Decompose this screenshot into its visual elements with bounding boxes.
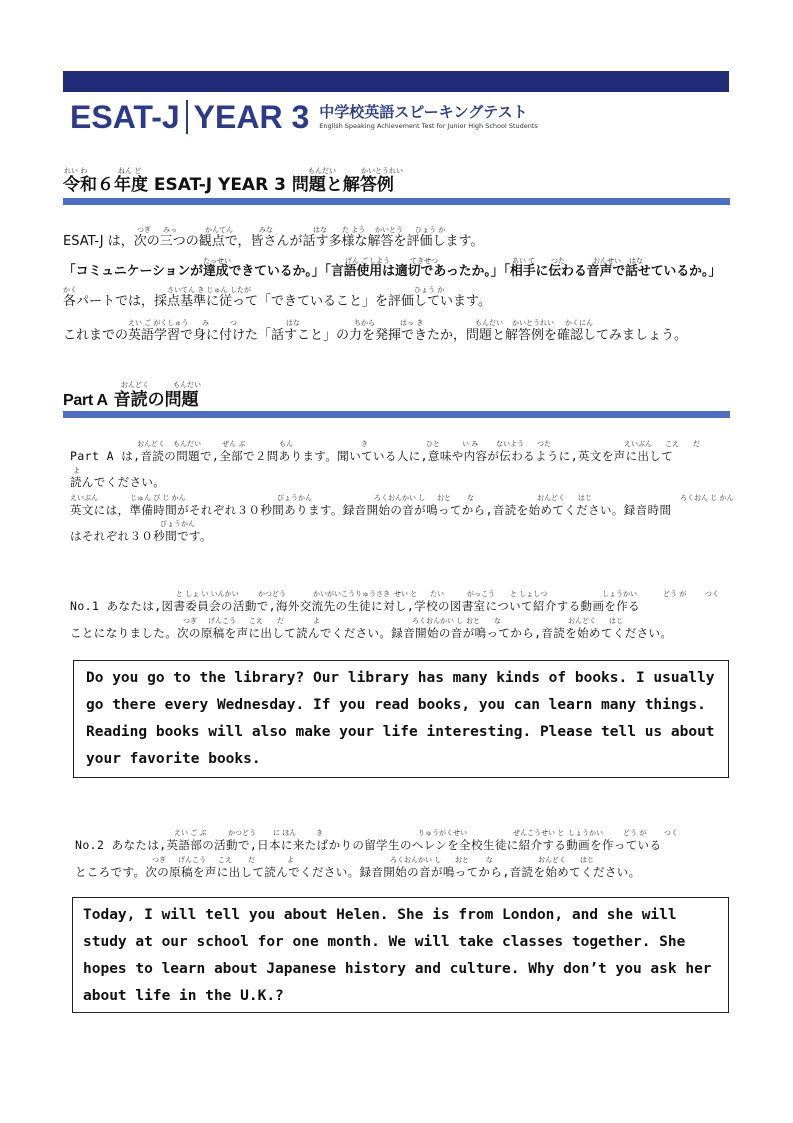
furigana: どう が bbox=[623, 829, 647, 837]
furigana: えい ご がくしゅう bbox=[128, 319, 189, 327]
furigana: こえ bbox=[218, 856, 232, 864]
furigana: ひと bbox=[426, 440, 440, 448]
furigana: な bbox=[494, 617, 501, 625]
logo-main-right: YEAR 3 bbox=[193, 99, 310, 135]
passage-line: your favorite books. bbox=[86, 751, 261, 767]
esat-j-logo bbox=[70, 97, 538, 137]
furigana: ないよう bbox=[496, 440, 524, 448]
furigana: かつどう bbox=[228, 829, 256, 837]
furigana: はな bbox=[313, 226, 327, 234]
furigana: おんせい bbox=[593, 257, 621, 265]
furigana: みな bbox=[259, 226, 273, 234]
ruby: よ bbox=[73, 467, 80, 475]
furigana: つぎ bbox=[183, 617, 197, 625]
furigana: よ bbox=[313, 617, 320, 625]
q2-passage bbox=[83, 902, 712, 1010]
furigana: げんこう bbox=[208, 617, 236, 625]
furigana: もん bbox=[279, 440, 293, 448]
ruby: れい わ bbox=[64, 167, 88, 175]
furigana: おと bbox=[437, 494, 451, 502]
furigana: ひょう か bbox=[414, 286, 445, 294]
logo-en-title: English Speaking Achievement Test for Junior High School Students bbox=[319, 122, 538, 130]
furigana: あい て bbox=[512, 257, 536, 265]
q2-line-1: No.2 あなたは,英語部の活動で,日本に来たばかりの留学生のヘレンを全校生徒に紹介する動画を作っている bbox=[75, 838, 662, 852]
part-a-title: 音読の問題 bbox=[113, 390, 199, 410]
q1-passage-box bbox=[73, 660, 729, 778]
furigana: はっ き bbox=[400, 319, 424, 327]
furigana: しょうかい bbox=[568, 829, 603, 837]
furigana: ぜん ぶ bbox=[222, 440, 246, 448]
furigana: つた bbox=[537, 440, 551, 448]
passage-line: about life in the U.K.? bbox=[83, 988, 284, 1004]
furigana: つぎ bbox=[152, 856, 166, 864]
ruby: かく bbox=[63, 286, 77, 294]
furigana: げんこう bbox=[178, 856, 206, 864]
q1-line-2: ことになりました。次の原稿を声に出して読んでください。録音開始の音が鳴ってから,音読を始めてください。 bbox=[70, 626, 673, 640]
furigana: たっせい bbox=[203, 257, 231, 265]
furigana: しょうかい bbox=[602, 590, 637, 598]
intro-line-4: これまでの英語学習で身に付けた「話すこと」の力を発揮できたか，問題と解答例を確認してみましょう。 bbox=[63, 328, 688, 343]
title-rule bbox=[63, 198, 730, 205]
furigana: もんだい bbox=[173, 440, 201, 448]
furigana: はな bbox=[286, 319, 300, 327]
furigana: たい bbox=[430, 590, 444, 598]
page-title: 令和６年度 ESAT-J YEAR 3 問題と解答例 bbox=[63, 175, 394, 195]
passage-line: Reading books will also make your life interesting. Please tell us about bbox=[86, 724, 715, 740]
furigana: つ bbox=[230, 319, 237, 327]
logo-main-left: ESAT-J bbox=[70, 99, 180, 135]
part-a-line-3: 英文には，準備時間がそれぞれ３０秒間あります。録音開始の音が鳴ってから,音読を始めてください。録音時間 bbox=[70, 503, 672, 517]
furigana: かくにん bbox=[565, 319, 593, 327]
intro-line-2: 「コミュニケーションが達成できているか。」「言語使用は適切であったか。」「相手に伝わる音声で話せているか。」 bbox=[63, 264, 722, 279]
furigana: ろくおん じ かん bbox=[680, 494, 734, 502]
logo-subtitle bbox=[319, 103, 538, 131]
ruby: もんだい bbox=[173, 381, 201, 389]
part-a-rule bbox=[63, 411, 730, 418]
furigana: えい ご ぶ bbox=[174, 829, 207, 837]
furigana: こえ bbox=[665, 440, 679, 448]
furigana: ひょう か bbox=[415, 226, 446, 234]
furigana: せい と bbox=[394, 590, 418, 598]
furigana: したが bbox=[230, 286, 251, 294]
part-a-heading bbox=[63, 390, 199, 411]
furigana: りゅうがくせい bbox=[418, 829, 467, 837]
q1-passage bbox=[86, 665, 715, 773]
furigana: き bbox=[361, 440, 368, 448]
furigana: な bbox=[467, 494, 474, 502]
furigana: かんてん bbox=[205, 226, 233, 234]
q2-passage-box bbox=[72, 897, 729, 1013]
passage-line: Today, I will tell you about Helen. She is from London, and she will bbox=[83, 907, 677, 923]
furigana: と しょ い いんかい bbox=[176, 590, 239, 598]
header-bar bbox=[63, 71, 729, 92]
furigana: ちから bbox=[354, 319, 375, 327]
furigana: はな bbox=[629, 257, 643, 265]
furigana: かいがいこうりゅうさき bbox=[313, 590, 390, 598]
furigana: がっこう bbox=[467, 590, 495, 598]
furigana: かいとう bbox=[375, 226, 403, 234]
ruby: ねん ど bbox=[118, 167, 142, 175]
part-a-line-2: 読んでください。 bbox=[70, 475, 166, 489]
furigana: だ bbox=[693, 440, 700, 448]
passage-line: go there every Wednesday. If you read books, you can learn many things. bbox=[86, 697, 706, 713]
furigana: はじ bbox=[578, 494, 592, 502]
ruby: おんどく bbox=[121, 381, 149, 389]
furigana: おんどく bbox=[538, 856, 566, 864]
furigana: じゅん び じ かん bbox=[130, 494, 186, 502]
intro-line-3: 各パートでは，採点基準に従って「できていること」を評価しています。 bbox=[63, 294, 491, 309]
passage-line: hopes to learn about Japanese history and culture. Why don’t you ask her bbox=[83, 961, 712, 977]
furigana: つぎ bbox=[137, 226, 151, 234]
passage-line: study at our school for one month. We will take classes together. She bbox=[83, 934, 686, 950]
furigana: だ bbox=[277, 617, 284, 625]
furigana: ろくおんかい し bbox=[374, 494, 426, 502]
furigana: えいぶん bbox=[624, 440, 652, 448]
furigana: おと bbox=[466, 617, 480, 625]
furigana: おんどく bbox=[537, 494, 565, 502]
furigana: おと bbox=[455, 856, 469, 864]
furigana: こえ bbox=[249, 617, 263, 625]
part-a-line-4: はそれぞれ３０秒間です。 bbox=[70, 529, 212, 543]
logo-separator bbox=[186, 100, 188, 134]
furigana: どう が bbox=[663, 590, 687, 598]
furigana: い み bbox=[462, 440, 479, 448]
furigana: ろくおんかい し bbox=[390, 856, 442, 864]
ruby: かいとうれい bbox=[361, 167, 403, 175]
furigana: だ bbox=[248, 856, 255, 864]
ruby: びょうかん bbox=[160, 520, 195, 528]
intro-line-1: ESAT-J は，次の三つの観点で，皆さんが話す多様な解答を評価します。 bbox=[63, 234, 484, 249]
ruby: もんだい bbox=[308, 167, 336, 175]
furigana: えいぶん bbox=[70, 494, 98, 502]
furigana: げん ご bbox=[345, 257, 369, 265]
furigana: びょうかん bbox=[277, 494, 312, 502]
furigana: と しょしつ bbox=[510, 590, 548, 598]
furigana: よ bbox=[287, 856, 294, 864]
furigana: みっ bbox=[163, 226, 177, 234]
furigana: な bbox=[486, 856, 493, 864]
part-a-line-1: Part A は,音読の問題で,全部で２問あります。聞いている人に,意味や内容が伝わるように,英文を声に出して bbox=[70, 449, 674, 463]
furigana: つく bbox=[664, 829, 678, 837]
furigana: ぜんこうせい と bbox=[513, 829, 565, 837]
furigana: おんどく bbox=[568, 617, 596, 625]
furigana: かいとうれい bbox=[512, 319, 554, 327]
q2-line-2: ところです。次の原稿を声に出して読んでください。録音開始の音が鳴ってから,音読を始めてください。 bbox=[75, 865, 641, 879]
furigana: しよう bbox=[369, 257, 390, 265]
furigana: た よう bbox=[342, 226, 366, 234]
furigana: てきせつ bbox=[410, 257, 438, 265]
furigana: ろくおんかい し bbox=[412, 617, 464, 625]
furigana: はじ bbox=[580, 856, 594, 864]
q1-line-1: No.1 あなたは,図書委員会の活動で,海外交流先の生徒に対し,学校の図書室について紹介する動画を作る bbox=[70, 599, 641, 613]
furigana: み bbox=[202, 319, 209, 327]
furigana: おんどく bbox=[137, 440, 165, 448]
furigana: つた bbox=[551, 257, 565, 265]
part-a-label: Part A bbox=[63, 392, 108, 409]
furigana: き bbox=[316, 829, 323, 837]
logo-jp-title: 中学校英語スピーキングテスト bbox=[319, 103, 528, 121]
furigana: に ほん bbox=[273, 829, 297, 837]
furigana: さいてん き じゅん bbox=[167, 286, 228, 294]
furigana: はじ bbox=[609, 617, 623, 625]
furigana: もんだい bbox=[475, 319, 503, 327]
passage-line: Do you go to the library? Our library has many kinds of books. I usually bbox=[86, 670, 715, 686]
furigana: つく bbox=[705, 590, 719, 598]
furigana: かつどう bbox=[258, 590, 286, 598]
